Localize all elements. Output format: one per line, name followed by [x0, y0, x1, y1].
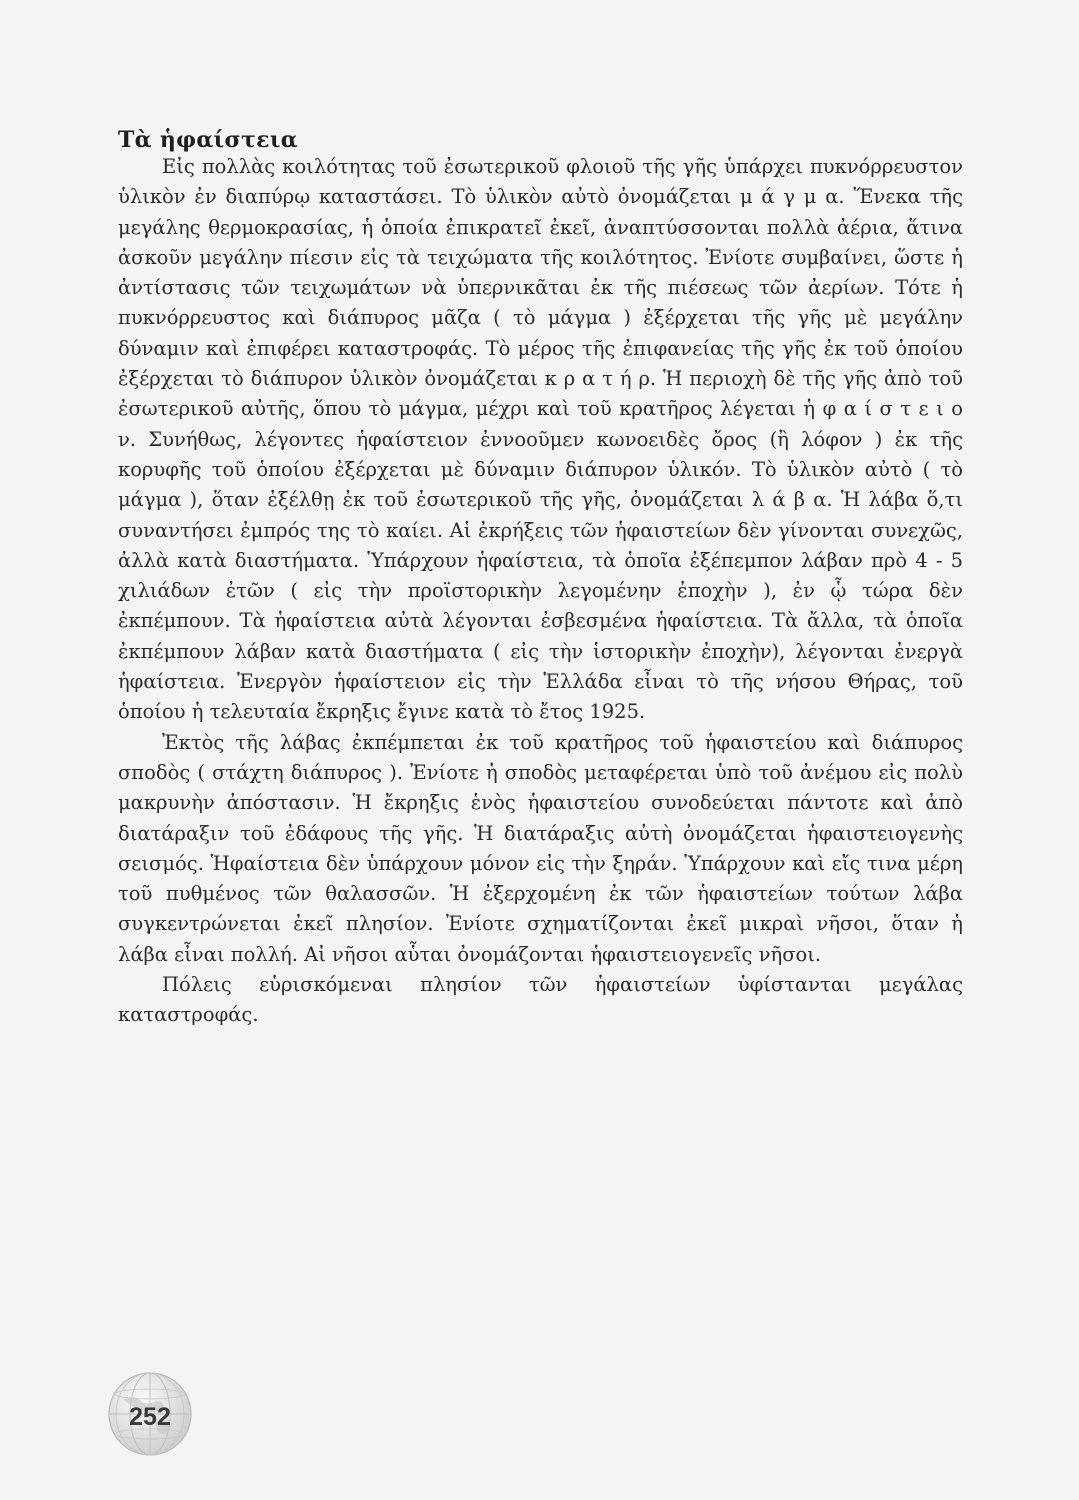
body-text	[118, 152, 963, 1031]
page-number: 252	[129, 1403, 171, 1431]
paragraph-ash-earthquakes: Ἐκτὸς τῆς λάβας ἐκπέμπεται ἐκ τοῦ κρατῆρος τοῦ ἡφαιστείου καὶ διάπυρος σποδὸς ( στάχτη διάπυρος ). Ἐνίοτε ἡ σποδὸς μεταφέρεται ὑπὸ τοῦ ἀνέμου εἰς πολὺ μακρυνὴν ἀπόστασιν. Ἡ ἔκρηξις ἑνὸς ἡφαιστείου συνοδεύεται πάντοτε καὶ ἀπὸ διατάραξιν τοῦ ἐδάφους τῆς γῆς. Ἡ διατάραξις αὐτὴ ὀνομάζεται ἡφαιστειογενὴς σεισμός. Ἡφαίστεια δὲν ὑπάρχουν μόνον εἰς τὴν ξηράν. Ὑπάρχουν καὶ εἴς τινα μέρη τοῦ πυθμένος τῶν θαλασσῶν. Ἡ ἐξερχομένη ἐκ τῶν ἡφαιστείων τούτων λάβα συγκεντρώνεται ἐκεῖ πλησίον. Ἐνίοτε σχηματίζονται ἐκεῖ μικραὶ νῆσοι, ὅταν ἡ λάβα εἶναι πολλή. Αἱ νῆσοι αὗται ὀνομάζονται ἡφαιστειογενεῖς νῆσοι.	[118, 730, 963, 966]
paragraph-magma-volcanoes: Εἰς πολλὰς κοιλότητας τοῦ ἐσωτερικοῦ φλοιοῦ τῆς γῆς ὑπάρχει πυκνόρρευστον ὑλικὸν ἐν διαπύρῳ καταστάσει. Τὸ ὑλικὸν αὐτὸ ὀνομάζεται μ ά γ μ α. Ἕνεκα τῆς μεγάλης θερμοκρασίας, ἡ ὁποία ἐπικρατεῖ ἐκεῖ, ἀναπτύσσονται πολλὰ ἀέρια, ἅτινα ἀσκοῦν μεγάλην πίεσιν εἰς τὰ τειχώματα τῆς κοιλότητος. Ἐνίοτε συμβαίνει, ὥστε ἡ ἀντίστασις τῶν τειχωμάτων νὰ ὑπερνικᾶται ἐκ τῆς πιέσεως τῶν ἀερίων. Τότε ἡ πυκνόρρευστος καὶ διάπυρος μᾶζα ( τὸ μάγμα ) ἐξέρχεται τῆς γῆς μὲ μεγάλην δύναμιν καὶ ἐπιφέρει καταστροφάς. Τὸ μέρος τῆς ἐπιφανείας τῆς γῆς ἐκ τοῦ ὁποίου ἐξέρχεται τὸ διάπυρον ὑλικὸν ὀνομάζεται κ ρ α τ ή ρ. Ἡ περιοχὴ δὲ τῆς γῆς ἀπὸ τοῦ ἐσωτερικοῦ αὐτῆς, ὅπου τὸ μάγμα, μέχρι καὶ τοῦ κρατῆρος λέγεται ἡ φ α ί σ τ ε ι ο ν. Συνήθως, λέγοντες ἡφαίστειον ἐννοοῦμεν κωνοειδὲς ὄρος (ἢ λόφον ) ἐκ τῆς κορυφῆς τοῦ ὁποίου ἐξέρχεται μὲ δύναμιν διάπυρον ὑλικόν. Τὸ ὑλικὸν αὐτὸ ( τὸ μάγμα ), ὅταν ἐξέλθῃ ἐκ τοῦ ἐσωτερικοῦ τῆς γῆς, ὀνομάζεται λ ά β α. Ἡ λάβα ὅ,τι συναντήσει ἐμπρός της τὸ καίει. Αἱ ἐκρήξεις τῶν ἡφαιστείων δὲν γίνονται συνεχῶς, ἀλλὰ κατὰ διαστήματα. Ὑπάρχουν ἡφαίστεια, τὰ ὁποῖα ἐξέπεμπον λάβαν πρὸ 4 - 5 χιλιάδων ἐτῶν ( εἰς τὴν προϊστορικὴν λεγομένην ἐποχὴν ), ἐν ᾧ τώρα δὲν ἐκπέμπουν. Τὰ ἡφαίστεια αὐτὰ λέγονται ἐσβεσμένα ἡφαίστεια. Τὰ ἄλλα, τὰ ὁποῖα ἐκπέμπουν λάβαν κατὰ διαστήματα ( εἰς τὴν ἱστορικὴν ἐποχὴν), λέγονται ἐνεργὰ ἡφαίστεια. Ἐνεργὸν ἡφαίστειον εἰς τὴν Ἑλλάδα εἶναι τὸ τῆς νήσου Θήρας, τοῦ ὁποίου ἡ τελευταία ἔκρηξις ἔγινε κατὰ τὸ ἔτος 1925.	[118, 155, 963, 724]
section-title: Τὰ ἡφαίστεια	[118, 126, 299, 153]
paragraph-city-damage: Πόλεις εὑρισκόμεναι πλησίον τῶν ἡφαιστείων ὑφίστανται μεγάλας καταστροφάς.	[118, 973, 963, 1027]
page-footer	[106, 1370, 194, 1458]
